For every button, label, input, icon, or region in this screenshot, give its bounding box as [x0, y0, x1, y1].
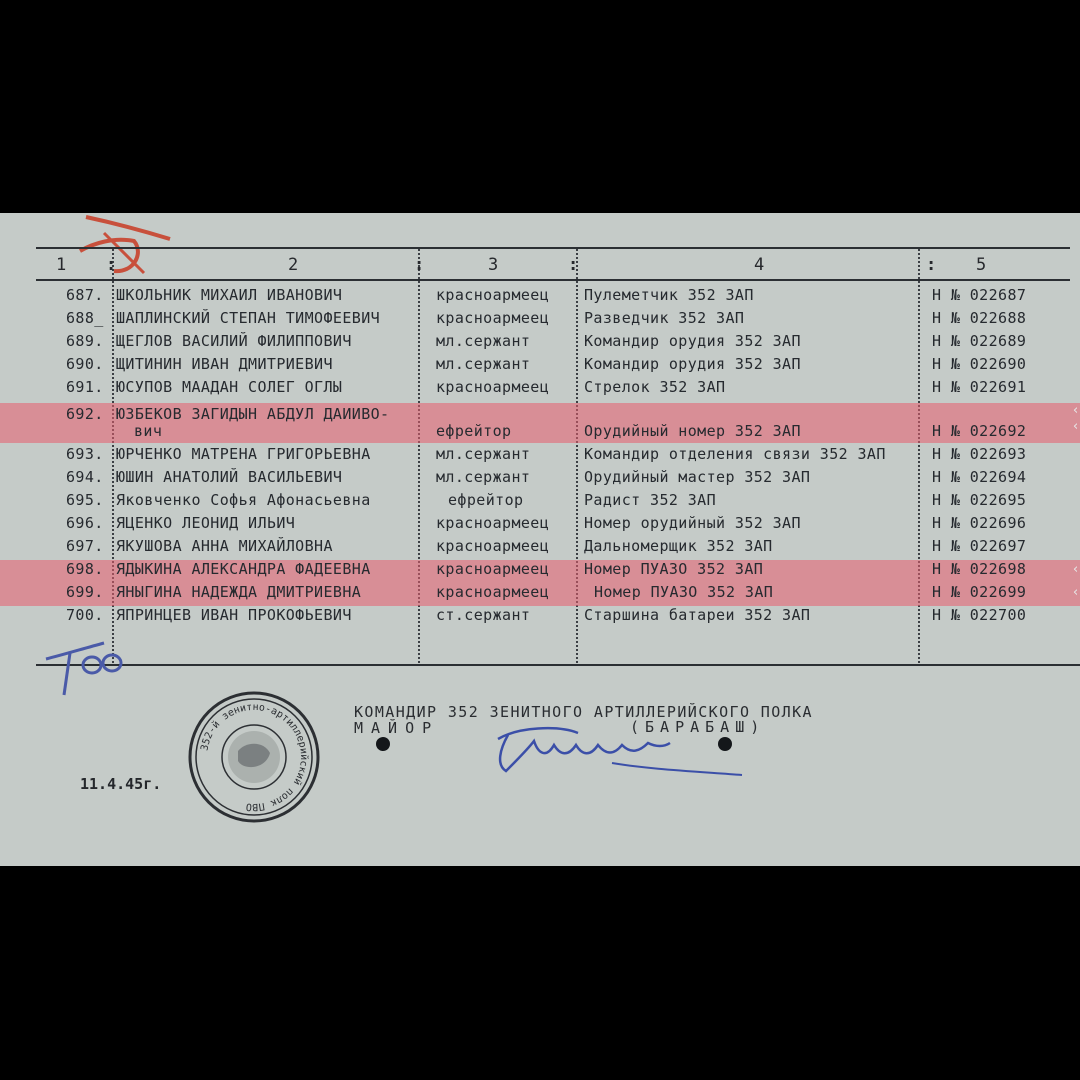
header-separator: : — [926, 255, 937, 275]
person-name-continued: вич — [134, 422, 163, 440]
person-name: ЩИТИНИН ИВАН ДМИТРИЕВИЧ — [116, 355, 333, 373]
award-number: Н № 022694 — [932, 468, 1027, 486]
row-number: 691. — [66, 378, 104, 396]
table-row — [0, 514, 1080, 537]
chevron-left-icon: ‹ — [1071, 585, 1080, 600]
table-row — [0, 537, 1080, 560]
military-rank: мл.сержант — [436, 355, 531, 373]
header-bottom-rule — [36, 279, 1070, 281]
table-row — [0, 378, 1080, 401]
column-header: 5 — [976, 255, 987, 275]
table-row — [0, 445, 1080, 468]
column-header: 4 — [754, 255, 765, 275]
military-rank: мл.сержант — [436, 332, 531, 350]
table-row-highlighted — [0, 403, 1080, 443]
position: Орудийный номер 352 ЗАП — [584, 422, 801, 440]
award-number: Н № 022688 — [932, 309, 1027, 327]
person-name: ЯЦЕНКО ЛЕОНИД ИЛЬИЧ — [116, 514, 296, 532]
award-number: Н № 022697 — [932, 537, 1027, 555]
commander-signature — [488, 719, 748, 789]
row-number: 699. — [66, 583, 104, 601]
stamp-text: 352-й зенитно-артиллерийский полк ПВО — [199, 701, 310, 813]
table-row — [0, 606, 1080, 629]
award-number: Н № 022689 — [932, 332, 1027, 350]
award-number: Н № 022699 — [932, 583, 1027, 601]
punch-hole — [376, 737, 390, 751]
document-date: 11.4.45г. — [80, 775, 162, 793]
position: Радист 352 ЗАП — [584, 491, 717, 509]
chevron-left-icon: ‹ — [1071, 562, 1080, 577]
position: Номер орудийный 352 ЗАП — [584, 514, 801, 532]
table-row-highlighted — [0, 560, 1080, 583]
header-separator: : — [568, 255, 579, 275]
award-number: Н № 022690 — [932, 355, 1027, 373]
military-rank: мл.сержант — [436, 468, 531, 486]
award-number: Н № 022696 — [932, 514, 1027, 532]
position: Стрелок 352 ЗАП — [584, 378, 726, 396]
award-number: Н № 022698 — [932, 560, 1027, 578]
person-name: ЮШИН АНАТОЛИЙ ВАСИЛЬЕВИЧ — [116, 468, 343, 486]
position: Номер ПУАЗО 352 ЗАП — [594, 583, 774, 601]
chevron-left-icon: ‹ — [1071, 403, 1080, 418]
award-number: Н № 022692 — [932, 422, 1027, 440]
position: Дальномерщик 352 ЗАП — [584, 537, 773, 555]
military-rank: ст.сержант — [436, 606, 531, 624]
table-top-rule — [36, 247, 1070, 249]
award-number: Н № 022700 — [932, 606, 1027, 624]
row-number: 688_ — [66, 309, 104, 327]
position: Разведчик 352 ЗАП — [584, 309, 745, 327]
chevron-left-icon: ‹ — [1071, 419, 1080, 434]
table-row — [0, 286, 1080, 309]
table-row — [0, 491, 1080, 514]
person-name: ЮЗБЕКОВ ЗАГИДЫН АБДУЛ ДАИИВО- — [116, 405, 390, 423]
person-name: ЯНЫГИНА НАДЕЖДА ДМИТРИЕВНА — [116, 583, 362, 601]
military-rank: красноармеец — [436, 537, 550, 555]
position: Орудийный мастер 352 ЗАП — [584, 468, 811, 486]
person-name: ЯДЫКИНА АЛЕКСАНДРА ФАДЕЕВНА — [116, 560, 371, 578]
document-page — [0, 213, 1080, 866]
person-name: ШАПЛИНСКИЙ СТЕПАН ТИМОФЕЕВИЧ — [116, 309, 381, 327]
row-number: 687. — [66, 286, 104, 304]
person-name: ЯПРИНЦЕВ ИВАН ПРОКОФЬЕВИЧ — [116, 606, 352, 624]
commander-rank: МАЙОР — [354, 719, 440, 737]
column-header: 2 — [288, 255, 299, 275]
column-header: 3 — [488, 255, 499, 275]
military-rank: красноармеец — [436, 286, 550, 304]
military-rank: красноармеец — [436, 309, 550, 327]
table-row-highlighted — [0, 583, 1080, 606]
award-number: Н № 022693 — [932, 445, 1027, 463]
row-number: 695. — [66, 491, 104, 509]
position: Номер ПУАЗО 352 ЗАП — [584, 560, 764, 578]
person-name: ЩЕГЛОВ ВАСИЛИЙ ФИЛИППОВИЧ — [116, 332, 352, 350]
table-row — [0, 309, 1080, 332]
military-rank: красноармеец — [436, 583, 550, 601]
person-name: Яковченко Софья Афонасьевна — [116, 491, 371, 509]
table-bottom-rule — [36, 664, 1080, 666]
military-rank: красноармеец — [436, 378, 550, 396]
person-name: ШКОЛЬНИК МИХАИЛ ИВАНОВИЧ — [116, 286, 343, 304]
person-name: ЯКУШОВА АННА МИХАЙЛОВНА — [116, 537, 333, 555]
award-number: Н № 022691 — [932, 378, 1027, 396]
commander-title: КОМАНДИР 352 ЗЕНИТНОГО АРТИЛЛЕРИЙСКОГО ПОЛКА — [354, 703, 813, 721]
position: Пулеметчик 352 ЗАП — [584, 286, 754, 304]
person-name: ЮРЧЕНКО МАТРЕНА ГРИГОРЬЕВНА — [116, 445, 371, 463]
military-rank: мл.сержант — [436, 445, 531, 463]
position: Командир орудия 352 ЗАП — [584, 332, 801, 350]
row-number: 689. — [66, 332, 104, 350]
header-separator: : — [414, 255, 425, 275]
row-number: 690. — [66, 355, 104, 373]
commander-name: (БАРАБАШ) — [630, 718, 766, 736]
blue-handwritten-mark — [42, 629, 132, 699]
table-row — [0, 468, 1080, 491]
position: Командир орудия 352 ЗАП — [584, 355, 801, 373]
position: Старшина батареи 352 ЗАП — [584, 606, 811, 624]
table-row — [0, 332, 1080, 355]
column-header: 1 — [56, 255, 67, 275]
person-name: ЮСУПОВ МААДАН СОЛЕГ ОГЛЫ — [116, 378, 343, 396]
row-number: 700. — [66, 606, 104, 624]
regiment-seal-stamp — [186, 689, 322, 825]
row-number: 697. — [66, 537, 104, 555]
military-rank: красноармеец — [436, 514, 550, 532]
military-rank: ефрейтор — [448, 491, 524, 509]
row-number: 696. — [66, 514, 104, 532]
award-number: Н № 022695 — [932, 491, 1027, 509]
table-row — [0, 355, 1080, 378]
row-number: 694. — [66, 468, 104, 486]
position: Командир отделения связи 352 ЗАП — [584, 445, 886, 463]
row-number: 698. — [66, 560, 104, 578]
row-number: 693. — [66, 445, 104, 463]
row-number: 692. — [66, 405, 104, 423]
award-number: Н № 022687 — [932, 286, 1027, 304]
military-rank: красноармеец — [436, 560, 550, 578]
military-rank: ефрейтор — [436, 422, 512, 440]
header-separator: : — [106, 255, 117, 275]
